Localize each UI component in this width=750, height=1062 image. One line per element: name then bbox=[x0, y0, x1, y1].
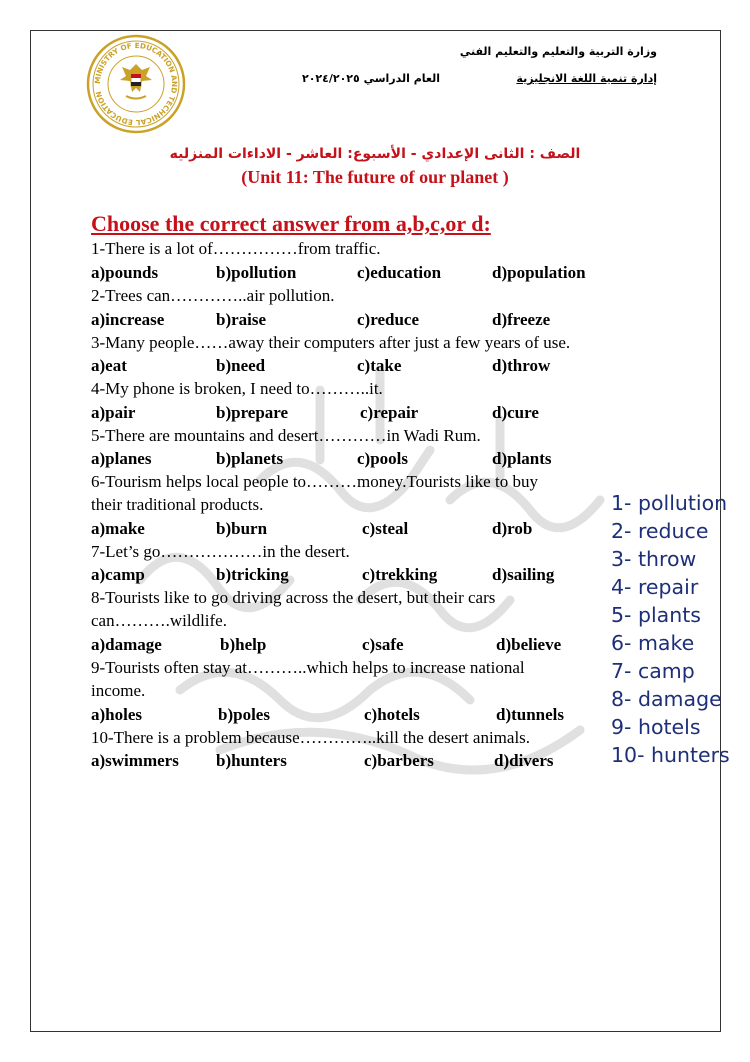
question-1-text: 1-There is a lot of……………from traffic. bbox=[91, 239, 381, 258]
question-9-option-d: d)tunnels bbox=[496, 705, 565, 724]
question-2-option-a: a)increase bbox=[91, 310, 165, 329]
question-5-option-c: c)pools bbox=[357, 449, 408, 468]
question-9-option-c: c)hotels bbox=[364, 705, 420, 724]
question-3-option-c: c)take bbox=[357, 356, 402, 375]
question-9-option-b: b)poles bbox=[218, 705, 270, 724]
academic-year: العام الدراسي ٢٠٢٤/٢٠٢٥ bbox=[302, 72, 440, 85]
answer-key-5: 5- plants bbox=[611, 603, 701, 627]
question-4-option-a: a)pair bbox=[91, 403, 136, 422]
question-5-option-d: d)plants bbox=[492, 449, 552, 468]
question-9-option-a: a)holes bbox=[91, 705, 142, 724]
unit-title: (Unit 11: The future of our planet ) bbox=[241, 167, 509, 187]
answer-key-2: 2- reduce bbox=[611, 519, 709, 543]
question-9-text-cont: income. bbox=[91, 681, 146, 700]
question-5-text: 5-There are mountains and desert…………in Wadi Rum. bbox=[91, 426, 481, 445]
question-6-option-a: a)make bbox=[91, 519, 145, 538]
question-1-option-b: b)pollution bbox=[216, 263, 297, 282]
question-2-option-c: c)reduce bbox=[357, 310, 419, 329]
ministry-logo bbox=[86, 34, 186, 134]
ministry-name: وزارة التربية والتعليم والتعليم الفني bbox=[459, 45, 657, 58]
question-10-option-c: c)barbers bbox=[364, 751, 434, 770]
answer-key-6: 6- make bbox=[611, 631, 695, 655]
question-3-option-a: a)eat bbox=[91, 356, 127, 375]
answer-key-7: 7- camp bbox=[611, 659, 695, 683]
instruction-heading: Choose the correct answer from a,b,c,or d: bbox=[91, 211, 491, 236]
question-4-option-c: c)repair bbox=[360, 403, 419, 422]
class-week-title: الصف : الثانى الإعدادي - الأسبوع: العاشر - الاداءات المنزليه bbox=[169, 146, 581, 162]
question-7-text: 7-Let’s go………………in the desert. bbox=[91, 542, 350, 561]
question-8-option-c: c)safe bbox=[362, 635, 404, 654]
question-8-text: 8-Tourists like to go driving across the desert, but their cars bbox=[91, 588, 496, 607]
question-3-option-d: d)throw bbox=[492, 356, 551, 375]
eagle-emblem-icon bbox=[120, 64, 152, 99]
question-6-option-c: c)steal bbox=[362, 519, 409, 538]
question-9-text: 9-Tourists often stay at………..which helps to increase national bbox=[91, 658, 525, 677]
question-2-text: 2-Trees can…………..air pollution. bbox=[91, 286, 335, 305]
question-10-text: 10-There is a problem because…………..kill the desert animals. bbox=[91, 728, 531, 747]
question-1-option-c: c)education bbox=[357, 263, 442, 282]
answer-key-1: 1- pollution bbox=[611, 491, 728, 515]
question-8-option-a: a)damage bbox=[91, 635, 162, 654]
question-6-option-d: d)rob bbox=[492, 519, 533, 538]
question-8-option-d: d)believe bbox=[496, 635, 562, 654]
question-4-option-d: d)cure bbox=[492, 403, 539, 422]
question-10-option-a: a)swimmers bbox=[91, 751, 179, 770]
answer-key-9: 9- hotels bbox=[611, 715, 701, 739]
question-4-option-b: b)prepare bbox=[216, 403, 289, 422]
question-5-option-a: a)planes bbox=[91, 449, 152, 468]
question-7-option-b: b)tricking bbox=[216, 565, 289, 584]
question-8-text-cont: can……….wildlife. bbox=[91, 611, 227, 630]
answer-key-3: 3- throw bbox=[611, 547, 697, 571]
department-name: إدارة تنمية اللغة الانجليزية bbox=[516, 72, 657, 85]
answer-key-4: 4- repair bbox=[611, 575, 699, 599]
answer-key-10: 10- hunters bbox=[611, 743, 730, 767]
question-10-option-b: b)hunters bbox=[216, 751, 287, 770]
question-10-option-d: d)divers bbox=[494, 751, 554, 770]
question-7-option-d: d)sailing bbox=[492, 565, 555, 584]
question-1-option-d: d)population bbox=[492, 263, 586, 282]
question-7-option-c: c)trekking bbox=[362, 565, 438, 584]
question-2-option-b: b)raise bbox=[216, 310, 267, 329]
question-6-text: 6-Tourism helps local people to………money.Tourists like to buy bbox=[91, 472, 538, 491]
question-6-text-cont: their traditional products. bbox=[91, 495, 264, 514]
question-2-option-d: d)freeze bbox=[492, 310, 551, 329]
question-3-text: 3-Many people……away their computers after just a few years of use. bbox=[91, 333, 571, 352]
answer-key-8: 8- damage bbox=[611, 687, 722, 711]
question-8-option-b: b)help bbox=[220, 635, 267, 654]
question-4-text: 4-My phone is broken, I need to………..it. bbox=[91, 379, 383, 398]
logo-ring-text: MINISTRY OF EDUCATION AND TECHNICAL EDUCATION bbox=[92, 40, 180, 128]
question-3-option-b: b)need bbox=[216, 356, 266, 375]
question-7-option-a: a)camp bbox=[91, 565, 145, 584]
question-1-option-a: a)pounds bbox=[91, 263, 159, 282]
question-6-option-b: b)burn bbox=[216, 519, 268, 538]
question-5-option-b: b)planets bbox=[216, 449, 284, 468]
